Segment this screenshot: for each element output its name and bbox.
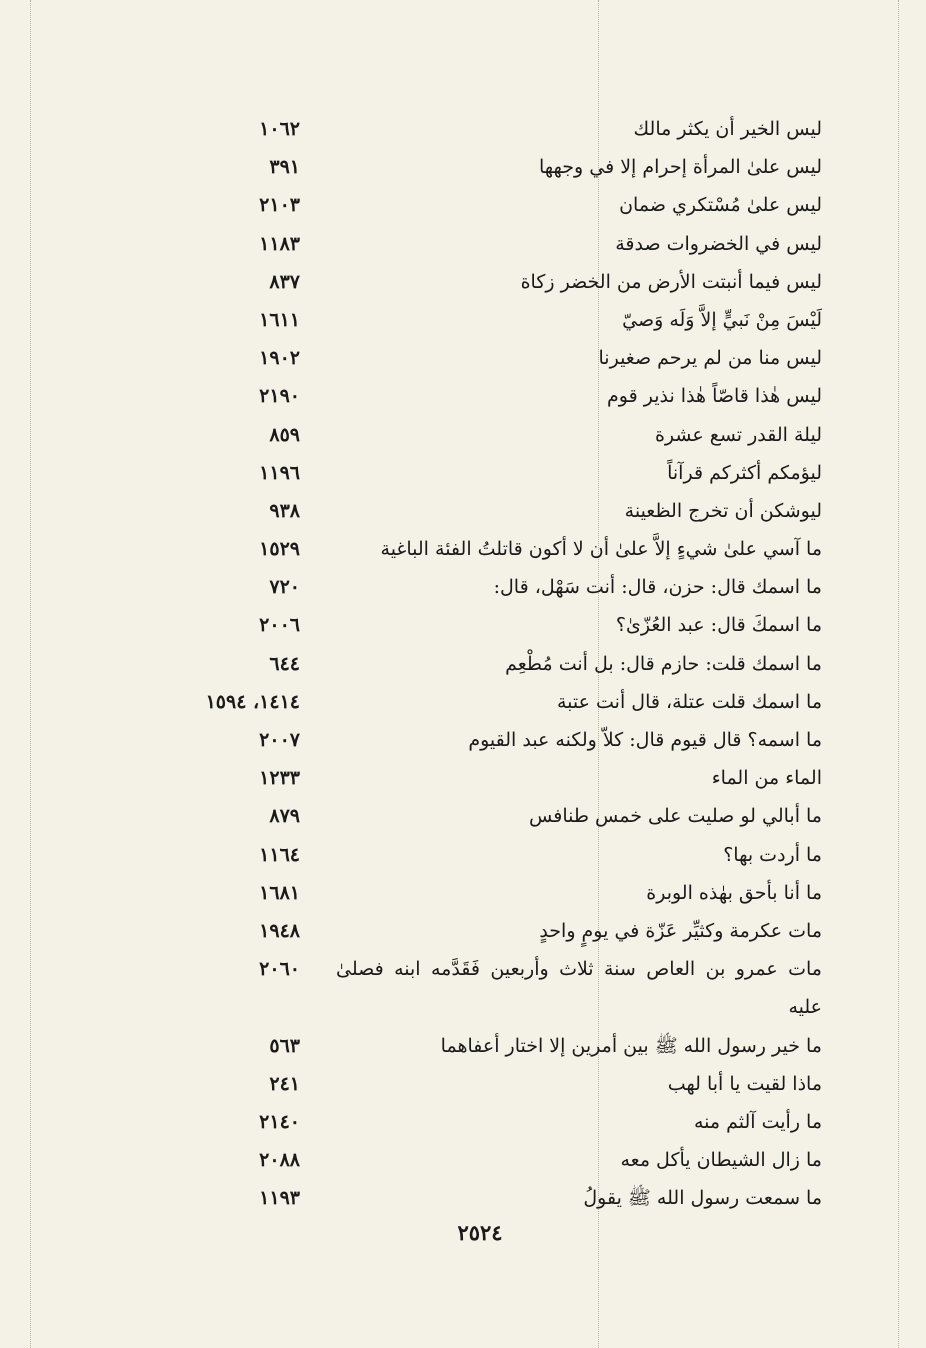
entry-text: مات عكرمة وكثيِّر عَزّة في يومٍ واحدٍ	[539, 919, 822, 942]
index-entry	[0, 1137, 926, 1175]
hadith-index-list	[0, 106, 926, 1213]
index-entry	[0, 602, 926, 640]
index-entry	[0, 946, 926, 1022]
index-entry	[0, 526, 926, 564]
index-entry	[0, 793, 926, 831]
entry-text: ما أردت بها؟	[723, 843, 822, 866]
index-entry	[0, 144, 926, 182]
entry-reference-number: ١٦١١	[259, 308, 300, 331]
index-entry	[0, 373, 926, 411]
entry-reference-number: ٦٤٤	[269, 652, 300, 675]
index-entry	[0, 564, 926, 602]
entry-text: ما أبالي لو صليت على خمس طنافس	[529, 805, 822, 828]
entry-reference-number: ٢٤١	[269, 1072, 300, 1095]
index-entry	[0, 488, 926, 526]
entry-reference-number: ٢١٠٣	[259, 194, 300, 217]
page-number: ٢٥٢٤	[457, 1220, 503, 1245]
entry-reference-number: ٢٠٠٧	[259, 729, 300, 751]
entry-text: ليس علىٰ مُسْتكري ضمان	[619, 194, 822, 217]
entry-text: ليس علىٰ المرأة إحرام إلا في وجهها	[538, 156, 822, 179]
entry-reference-number: ١١٨٣	[259, 232, 300, 255]
entry-reference-number: ٢٠٠٦	[259, 614, 300, 637]
entry-text: ما زال الشيطان يأكل معه	[620, 1149, 822, 1172]
index-entry	[0, 412, 926, 450]
entry-text: ليس في الخضروات صدقة	[615, 232, 822, 255]
entry-reference-number: ٢٠٦٠	[259, 958, 300, 981]
entry-text: ليلة القدر تسع عشرة	[654, 423, 822, 446]
entry-reference-number: ١٥٢٩	[259, 538, 300, 561]
entry-text: ليوشكن أن تخرج الظعينة	[624, 499, 822, 522]
entry-text: ما اسمك قلت: حازم قال: بل أنت مُطْعِم	[505, 652, 822, 675]
entry-reference-number: ٢١٩٠	[259, 385, 300, 408]
entry-reference-number: ٧٢٠	[269, 576, 300, 599]
entry-text: ما آسي علىٰ شيءٍ إلاَّ علىٰ أن لا أكون قاتلتُ الفئة الباغية	[380, 538, 822, 561]
entry-reference-number: ١١٦٤	[259, 843, 300, 866]
index-entry	[0, 717, 926, 755]
entry-reference-number: ١١٩٦	[259, 461, 300, 484]
index-entry	[0, 221, 926, 259]
index-entry	[0, 641, 926, 679]
index-entry	[0, 106, 926, 144]
entry-reference-number: ٨٥٩	[269, 423, 300, 446]
entry-text: ما خير رسول الله ﷺ بين أمرين إلا اختار أعفاهما	[440, 1034, 822, 1057]
entry-text: ليس منا من لم يرحم صغيرنا	[598, 347, 822, 370]
entry-text: ليس هٰذا قاصّاً هٰذا نذير قوم	[607, 385, 822, 408]
entry-reference-number: ١٦٨١	[259, 881, 300, 904]
index-entry	[0, 259, 926, 297]
index-entry	[0, 679, 926, 717]
index-entry	[0, 1099, 926, 1137]
entry-reference-number: ١٩٠٢	[259, 347, 300, 370]
index-entry	[0, 755, 926, 793]
entry-text: مات عمرو بن العاص سنة ثلاث وأربعين فَقَدَّمه ابنه فصلىٰ عليه	[336, 958, 822, 1019]
entry-text: ماذا لقيت يا أبا لهب	[667, 1072, 822, 1095]
entry-text: ما اسمكَ قال: عبد العُزّىٰ؟	[615, 614, 822, 637]
entry-text: ما اسمك قال: حزن، قال: أنت سَهْل، قال:	[493, 576, 822, 599]
entry-reference-number: ٣٩١	[269, 156, 300, 179]
index-entry	[0, 297, 926, 335]
entry-text: ما اسمه؟ قال قيوم قال: كلاّ ولكنه عبد القيوم	[468, 729, 822, 751]
index-entry	[0, 1023, 926, 1061]
entry-reference-number: ٩٣٨	[269, 499, 300, 522]
index-entry	[0, 832, 926, 870]
entry-reference-number: ٢٠٨٨	[259, 1149, 300, 1172]
entry-reference-number: ٥٦٣	[269, 1034, 300, 1057]
entry-reference-number: ١١٩٣	[259, 1187, 300, 1210]
index-entry	[0, 908, 926, 946]
entry-text: ما رأيت آلثم منه	[693, 1110, 822, 1133]
entry-text: لَيْسَ مِنْ نَبيٍّ إلاَّ وَلَه وَصيّ	[622, 308, 822, 331]
index-entry	[0, 335, 926, 373]
entry-text: ليس الخير أن يكثر مالك	[633, 118, 822, 140]
entry-text: ما سمعت رسول الله ﷺ يقولُ	[583, 1187, 822, 1210]
entry-reference-number: ١٠٦٢	[259, 118, 300, 140]
index-entry	[0, 1175, 926, 1213]
index-entry	[0, 450, 926, 488]
entry-text: الماء من الماء	[711, 767, 822, 790]
entry-text: ليؤمكم أكثركم قرآناً	[667, 461, 822, 484]
entry-reference-number: ٨٣٧	[269, 270, 300, 293]
entry-text: ليس فيما أنبتت الأرض من الخضر زكاة	[520, 270, 822, 293]
entry-text: ما اسمك قلت عتلة، قال أنت عتبة	[557, 690, 822, 713]
index-entry	[0, 870, 926, 908]
entry-reference-number: ١٩٤٨	[259, 919, 300, 942]
entry-reference-number: ١٢٣٣	[259, 767, 300, 790]
entry-reference-number: ٢١٤٠	[259, 1110, 300, 1133]
entry-reference-number: ٨٧٩	[269, 805, 300, 828]
index-entry	[0, 182, 926, 220]
index-entry	[0, 1061, 926, 1099]
entry-reference-number: ١٤١٤، ١٥٩٤	[205, 690, 300, 713]
entry-text: ما أنا بأحق بهٰذه الوبرة	[646, 881, 822, 904]
